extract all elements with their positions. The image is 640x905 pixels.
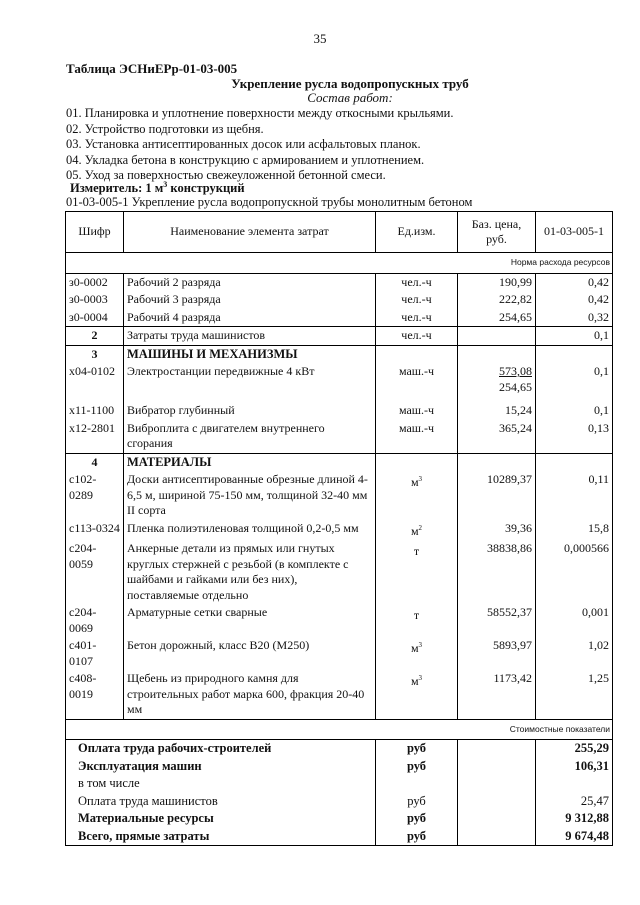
header-unit: Ед.изм. — [376, 212, 458, 253]
row-unit: маш.-ч — [376, 363, 458, 396]
table-row — [66, 520, 613, 541]
measurement-unit — [70, 180, 245, 196]
table-row — [66, 604, 613, 637]
total-value: 9 674,48 — [536, 828, 613, 846]
row-name: Вибратор глубинный — [124, 402, 376, 420]
row-norm: 0,32 — [536, 309, 613, 327]
row-name: Рабочий 4 разряда — [124, 309, 376, 327]
row-code: з0-0002 — [66, 273, 124, 291]
total-unit: руб — [376, 810, 458, 828]
unit-sup: 3 — [418, 674, 423, 682]
row-name: Пленка полиэтиленовая толщиной 0,2-0,5 мм — [124, 520, 376, 541]
row-unit — [376, 471, 458, 520]
work-step: 02. Устройство подготовки из щебня. — [66, 121, 264, 136]
unit-text: т — [413, 608, 420, 622]
total-label: Эксплуатация машин — [66, 758, 376, 776]
table-row — [66, 670, 613, 719]
row-price — [458, 327, 536, 346]
total-row — [66, 740, 613, 758]
table-code: Таблица ЭСНиЕРр-01-03-005 — [66, 61, 238, 76]
row-name: Щебень из природного камня для строительных работ марка 600, фракция 20-40 мм — [124, 670, 376, 719]
row-price: 222,82 — [458, 291, 536, 309]
unit-sup: 3 — [418, 641, 423, 649]
row-code: з0-0004 — [66, 309, 124, 327]
cost-table — [65, 211, 613, 846]
row-norm: 0,42 — [536, 273, 613, 291]
header-name: Наименование элемента затрат — [124, 212, 376, 253]
unit-text: м — [410, 523, 419, 538]
work-heading: Состав работ: — [307, 90, 393, 105]
row-unit — [376, 637, 458, 670]
operators-row — [66, 327, 613, 346]
row-unit: маш.-ч — [376, 402, 458, 420]
total-row — [66, 793, 613, 811]
row-norm: 0,1 — [536, 402, 613, 420]
work-step: 05. Уход за поверхностью свежеуложенной бетонной смеси. — [66, 168, 386, 183]
row-name: Арматурные сетки сварные — [124, 604, 376, 637]
row-code: с408-0019 — [66, 670, 124, 719]
row-name: Рабочий 3 разряда — [124, 291, 376, 309]
row-code: с204-0069 — [66, 604, 124, 637]
table-row — [66, 363, 613, 396]
row-price: 365,24 — [458, 420, 536, 454]
row-name: Электростанции передвижные 4 кВт — [124, 363, 376, 396]
table-row — [66, 637, 613, 670]
row-norm: 0,13 — [536, 420, 613, 454]
row-code: х11-1100 — [66, 402, 124, 420]
total-unit: руб — [376, 793, 458, 811]
section-code: 4 — [66, 453, 124, 471]
header-price: Баз. цена, руб. — [458, 212, 536, 253]
norm-caption: Норма расхода ресурсов — [66, 253, 613, 274]
total-value: 106,31 — [536, 758, 613, 776]
row-unit: маш.-ч — [376, 420, 458, 454]
row-code: с102-0289 — [66, 471, 124, 520]
row-code: с113-0324 — [66, 520, 124, 541]
unit-text: м — [410, 475, 419, 489]
row-unit — [376, 520, 458, 541]
meter-suffix: конструкций — [167, 181, 245, 196]
header-norm: 01-03-005-1 — [536, 212, 613, 253]
total-row — [66, 828, 613, 846]
row-norm: 0,1 — [536, 327, 613, 346]
section-title: МАТЕРИАЛЫ — [124, 453, 376, 471]
row-norm: 0,1 — [536, 363, 613, 396]
work-step: 04. Укладка бетона в конструкцию с армированием и уплотнением. — [66, 152, 425, 167]
item-subtitle: 01-03-005-1 Укрепление русла водопропускной трубы монолитным бетоном — [66, 195, 473, 209]
row-unit — [376, 540, 458, 604]
meter-sup: 3 — [163, 180, 168, 189]
total-unit — [376, 775, 458, 793]
section-header-machines — [66, 345, 613, 363]
row-price-main: 573,08 — [499, 364, 532, 378]
unit-text: м — [410, 674, 419, 688]
row-unit: чел.-ч — [376, 291, 458, 309]
row-price: 1173,42 — [458, 670, 536, 719]
total-value: 9 312,88 — [536, 810, 613, 828]
total-label: Материальные ресурсы — [66, 810, 376, 828]
unit-text: т — [413, 544, 420, 558]
table-row — [66, 402, 613, 420]
page-number: 35 — [313, 31, 327, 46]
total-label: Оплата труда рабочих-строителей — [66, 740, 376, 758]
table-title: Укрепление русла водопропускных труб — [231, 76, 469, 91]
row-price: 38838,86 — [458, 540, 536, 604]
total-value: 255,29 — [536, 740, 613, 758]
row-name: Доски антисептированные обрезные длиной 4-6,5 м, шириной 75-150 мм, толщиной 32-40 мм II сорта — [124, 471, 376, 520]
row-norm: 0,000566 — [536, 540, 613, 604]
total-label: Всего, прямые затраты — [66, 828, 376, 846]
row-name: Анкерные детали из прямых или гнутых круглых стержней с резьбой (в комплекте с шайбами и гайками или без них), поставляемые отдельно — [124, 540, 376, 604]
table-row — [66, 309, 613, 327]
table-row — [66, 471, 613, 520]
work-steps-list — [66, 106, 454, 184]
row-price: 190,99 — [458, 273, 536, 291]
row-price: 15,24 — [458, 402, 536, 420]
work-step: 01. Планировка и уплотнение поверхности между откосными крыльями. — [66, 106, 454, 120]
row-unit: чел.-ч — [376, 327, 458, 346]
meter-text: Измеритель: 1 м — [70, 181, 164, 196]
row-price: 5893,97 — [458, 637, 536, 670]
row-norm: 1,02 — [536, 637, 613, 670]
work-step: 03. Установка антисептированных досок или асфальтовых планок. — [66, 137, 421, 152]
row-code: 2 — [66, 327, 124, 346]
row-code: х12-2801 — [66, 420, 124, 454]
table-row — [66, 540, 613, 604]
row-norm: 15,8 — [536, 520, 613, 541]
row-norm: 0,42 — [536, 291, 613, 309]
total-value — [536, 775, 613, 793]
row-code: с204-0059 — [66, 540, 124, 604]
row-price — [458, 363, 536, 396]
row-price-secondary: 254,65 — [499, 379, 532, 394]
row-norm: 0,001 — [536, 604, 613, 637]
unit-sup: 2 — [418, 523, 423, 532]
row-name: Рабочий 2 разряда — [124, 273, 376, 291]
cost-caption: Стоимостные показатели — [66, 719, 613, 740]
total-row — [66, 810, 613, 828]
row-price: 39,36 — [458, 520, 536, 541]
row-unit: чел.-ч — [376, 309, 458, 327]
row-norm: 1,25 — [536, 670, 613, 719]
table-row — [66, 420, 613, 454]
total-unit: руб — [376, 740, 458, 758]
row-code: з0-0003 — [66, 291, 124, 309]
row-price: 254,65 — [458, 309, 536, 327]
total-label: в том числе — [66, 775, 376, 793]
cost-caption-row — [66, 719, 613, 740]
header-code: Шифр — [66, 212, 124, 253]
row-unit — [376, 604, 458, 637]
row-name: Бетон дорожный, класс В20 (М250) — [124, 637, 376, 670]
row-name: Затраты труда машинистов — [124, 327, 376, 346]
total-unit: руб — [376, 828, 458, 846]
norm-caption-row — [66, 253, 613, 274]
total-row — [66, 758, 613, 776]
unit-text: м — [410, 641, 419, 655]
total-unit: руб — [376, 758, 458, 776]
row-name: Виброплита с двигателем внутреннего сгорания — [124, 420, 376, 454]
row-price: 10289,37 — [458, 471, 536, 520]
table-row — [66, 273, 613, 291]
section-code: 3 — [66, 345, 124, 363]
row-code: х04-0102 — [66, 363, 124, 396]
total-label: Оплата труда машинистов — [66, 793, 376, 811]
row-price: 58552,37 — [458, 604, 536, 637]
row-unit: чел.-ч — [376, 273, 458, 291]
row-unit — [376, 670, 458, 719]
table-row — [66, 291, 613, 309]
total-value: 25,47 — [536, 793, 613, 811]
row-code: с401-0107 — [66, 637, 124, 670]
section-header-materials — [66, 453, 613, 471]
table-header-row — [66, 212, 613, 253]
section-title: МАШИНЫ И МЕХАНИЗМЫ — [124, 345, 376, 363]
unit-sup: 3 — [418, 475, 423, 483]
row-norm: 0,11 — [536, 471, 613, 520]
total-row — [66, 775, 613, 793]
